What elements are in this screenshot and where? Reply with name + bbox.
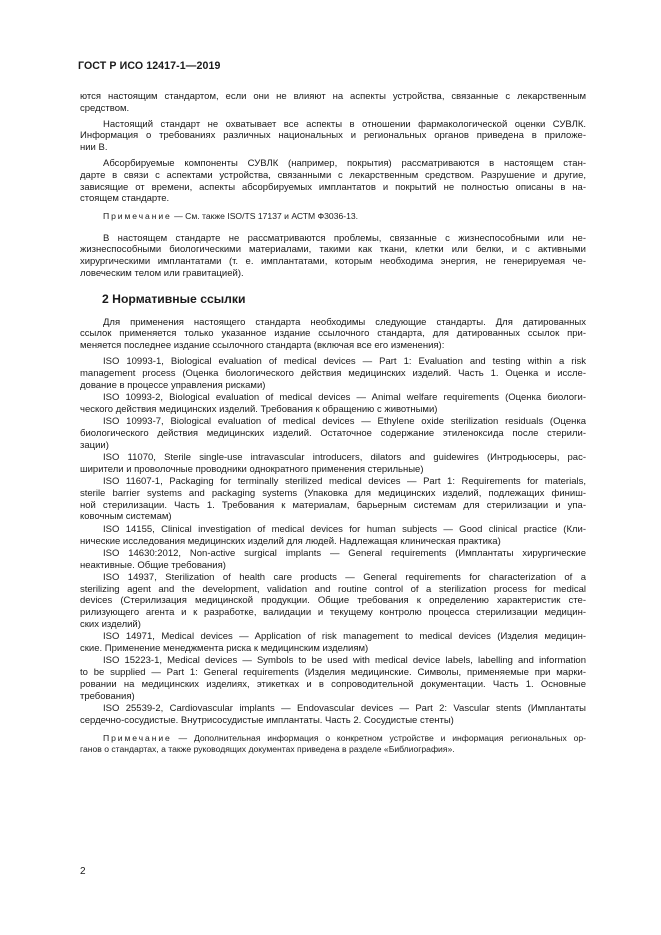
reference-iso-25539-2 bbox=[80, 703, 586, 727]
text-line: ISO 10993-1, Biological evaluation of medical devices — Part 1: Evaluation and testing within a risk bbox=[103, 356, 586, 368]
reference-iso-14937 bbox=[80, 572, 586, 631]
text-line: ловеческим телом или гравитацией). bbox=[80, 268, 244, 280]
text-line: ческого действия медицинских изделий. Требования к обращению с животными) bbox=[80, 403, 438, 415]
text-line: Для применения настоящего стандарта необходимы следующие стандарты. Для датированных bbox=[103, 316, 586, 328]
text-line: хирургическими имплантатами (т. е. имплантатами, которым необходима энергия, не генерируемая че- bbox=[80, 256, 586, 268]
text-line: меняется последнее издание ссылочного стандарта (включая все его изменения): bbox=[80, 340, 445, 352]
text-line: ются настоящим стандартом, если они не влияют на аспекты устройства, связанные с лекарственным bbox=[80, 91, 586, 102]
text-line: ISO 15223-1, Medical devices — Symbols to be used with medical device labels, labelling and information bbox=[103, 655, 586, 667]
reference-iso-11070 bbox=[80, 452, 586, 476]
note-see-also bbox=[80, 211, 586, 223]
text-line: рилизующего агента и к разработке, валидации и текущему контролю процесса стерилизации медицин- bbox=[80, 607, 586, 619]
reference-iso-15223-1 bbox=[80, 655, 586, 702]
text-line: sterile barrier systems and packaging systems (Упаковка для медицинских изделий, подлежащих финиш- bbox=[80, 487, 586, 499]
text-line: зации) bbox=[80, 439, 109, 451]
note-label: Примечание bbox=[103, 732, 172, 743]
paragraph-absorbable-components bbox=[80, 158, 586, 205]
text-line: В настоящем стандарте не рассматриваются проблемы, связанные с жизнеспособными или не- bbox=[103, 232, 586, 244]
text-line: дарте в связи с аспектами устройства, связанными с лекарственным средством. Разрушение и другие, bbox=[80, 169, 586, 181]
text-line: ISO 11070, Sterile single-use intravascular introducers, dilators and guidewires (Интродьюсеры, рас- bbox=[103, 451, 586, 463]
text-line: ISO 14155, Clinical investigation of medical devices for human subjects — Good clinical practice (Кли- bbox=[103, 523, 586, 535]
note-additional-info bbox=[80, 733, 586, 756]
reference-iso-10993-2 bbox=[80, 392, 586, 416]
reference-iso-14155 bbox=[80, 524, 586, 548]
text-line: нические исследования медицинских изделий для людей. Надлежащая клиническая практика) bbox=[80, 535, 501, 547]
text-line: Настоящий стандарт не охватывает все аспекты в отношении фармакологической оценки СУВЛК. bbox=[103, 118, 586, 130]
text-line: ских изделий) bbox=[80, 619, 141, 631]
text-line: зависящие от времени, аспекты абсорбируемых имплантатов и покрытий не полностью описаны в на- bbox=[80, 181, 586, 193]
text-line: ковочным системам) bbox=[80, 511, 172, 523]
paragraph-not-considered bbox=[80, 233, 586, 280]
text-line: ганов о стандартах, а также руководящих документах приведена в разделе «Библиография». bbox=[80, 744, 455, 755]
text-line: ISO 10993-2, Biological evaluation of medical devices — Animal welfare requirements (Оценка биологи- bbox=[103, 391, 586, 403]
text-line: сердечно-сосудистые. Внутрисосудистые имплантаты. Часть 2. Сосудистые стенты) bbox=[80, 714, 454, 726]
reference-iso-14971 bbox=[80, 631, 586, 655]
reference-iso-10993-1 bbox=[80, 356, 586, 391]
standard-code-header: ГОСТ Р ИСО 12417-1—2019 bbox=[78, 60, 221, 72]
page-content bbox=[80, 91, 586, 766]
text-line: стоящем стандарте. bbox=[80, 193, 170, 205]
text-line: ISO 10993-7, Biological evaluation of medical devices — Ethylene oxide sterilization residuals (Оценка bbox=[103, 416, 586, 428]
reference-iso-11607-1 bbox=[80, 476, 586, 523]
text-line: ISO 11607-1, Packaging for terminally sterilized medical devices — Part 1: Requirements for materials, bbox=[103, 476, 586, 488]
text-line: management process (Оценка биологического действия медицинских изделий. Часть 1. Оценка и иссле- bbox=[80, 367, 586, 379]
text-line bbox=[80, 211, 586, 223]
text-line: Абсорбируемые компоненты СУВЛК (например, покрытия) рассматриваются в настоящем стан- bbox=[103, 157, 586, 169]
paragraph-continuation bbox=[80, 91, 586, 115]
note-text: — Дополнительная информация о конкретном устройстве и информация региональных ор- bbox=[171, 732, 586, 743]
section-heading-normative-references: 2 Нормативные ссылки bbox=[102, 291, 246, 306]
text-line bbox=[80, 733, 586, 745]
reference-iso-14630 bbox=[80, 548, 586, 572]
paragraph-references-intro bbox=[80, 317, 586, 352]
text-line: ISO 14630:2012, Non-active surgical implants — General requirements (Имплантаты хирургические bbox=[103, 547, 586, 559]
text-line: ной стерилизации. Часть 1. Требования к материалам, барьерным системам для стерилизации и упа- bbox=[80, 499, 586, 511]
text-line: ISO 14971, Medical devices — Application of risk management to medical devices (Изделия медицин- bbox=[103, 631, 586, 643]
text-line: ссылок применяется только указанное издание ссылочного стандарта, для датированных ссылок при- bbox=[80, 328, 586, 340]
text-line: нии В. bbox=[80, 142, 108, 154]
text-line: ISO 14937, Sterilization of health care products — General requirements for characterization of a bbox=[103, 571, 586, 583]
note-label: Примечание bbox=[103, 211, 172, 222]
text-line: требования) bbox=[80, 690, 135, 702]
page-number: 2 bbox=[80, 866, 86, 877]
paragraph-pharmacology-scope bbox=[80, 119, 586, 154]
text-line: ISO 25539-2, Cardiovascular implants — Endovascular devices — Part 2: Vascular stents (Имплантаты bbox=[103, 703, 586, 715]
reference-iso-10993-7 bbox=[80, 416, 586, 451]
text-line: средством. bbox=[80, 102, 130, 114]
text-line: биологического действия медицинских изделий. Остаточное содержание этиленоксида после стерили- bbox=[80, 427, 586, 439]
text-line: devices (Стерилизация медицинской продукции. Общие требования к определению характеристик сте- bbox=[80, 595, 586, 607]
text-line: неактивные. Общие требования) bbox=[80, 559, 226, 571]
text-line: ровании на медицинских изделиях, этикетках и в сопроводительной документации. Часть 1. Основные bbox=[80, 679, 586, 691]
text-line: жизнеспособными биологическими материалами, такими как ткани, клетки или белки, и с активными bbox=[80, 244, 586, 256]
text-line: ские. Применение менеджмента риска к медицинским изделиям) bbox=[80, 643, 369, 655]
note-text: — См. также ISO/TS 17137 и АСТМ Ф3036-13. bbox=[171, 211, 359, 222]
text-line: ширители и проволочные проводники однократного применения стерильные) bbox=[80, 463, 424, 475]
text-line: sterilizing agent and the development, validation and routine control of a sterilization process for medical bbox=[80, 583, 586, 595]
text-line: дование в процессе управления рисками) bbox=[80, 379, 266, 391]
text-line: Информация о требованиях различных национальных и региональных органов приведена в приложе- bbox=[80, 130, 586, 142]
text-line: to be supplied — Part 1: General requirements (Изделия медицинские. Символы, применяемые при марки- bbox=[80, 667, 586, 679]
